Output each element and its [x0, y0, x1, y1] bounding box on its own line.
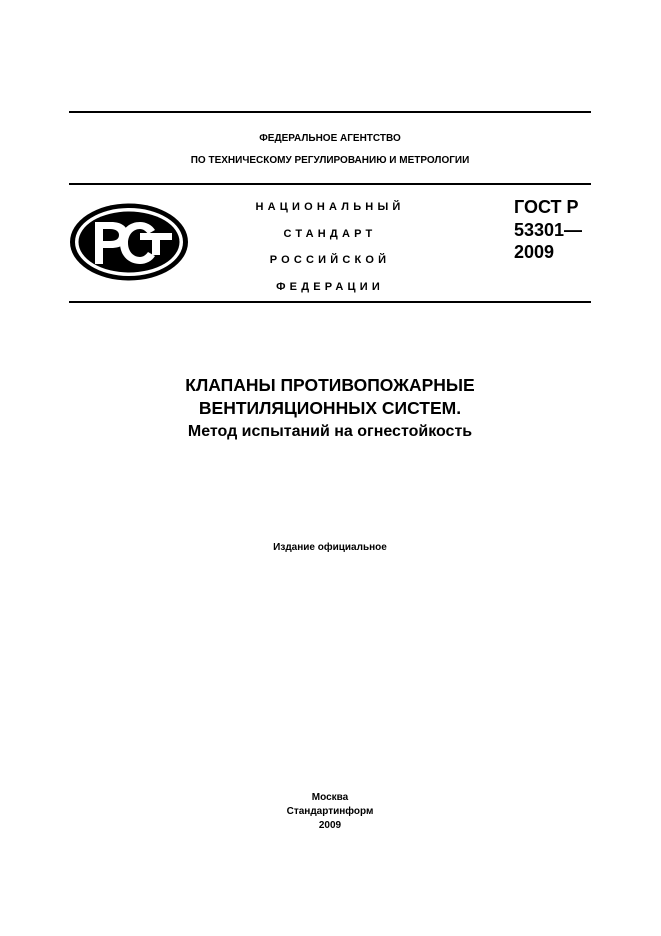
standard-type-block	[220, 194, 440, 300]
imprint-year: 2009	[318, 820, 342, 831]
top-divider	[69, 111, 591, 113]
imprint-publisher: Стандартинформ	[286, 806, 374, 817]
agency-line-2: ПО ТЕХНИЧЕСКОМУ РЕГУЛИРОВАНИЮ И МЕТРОЛОГИИ	[190, 155, 470, 166]
lower-divider	[69, 301, 591, 303]
agency-line-1: ФЕДЕРАЛЬНОЕ АГЕНТСТВО	[259, 133, 401, 144]
designation-line-2: 53301—	[514, 219, 583, 240]
standard-type-line-2: СТАНДАРТ	[283, 227, 377, 240]
document-title	[69, 374, 591, 443]
edition-note: Издание официальное	[273, 542, 387, 553]
publisher-imprint	[69, 791, 591, 833]
imprint-city: Москва	[311, 792, 349, 803]
title-line-3: Метод испытаний на огнестойкость	[187, 423, 473, 440]
designation-line-3: 2009	[514, 242, 555, 262]
agency-header	[69, 128, 591, 172]
standard-designation	[514, 196, 582, 264]
designation-line-1: ГОСТ Р	[514, 197, 579, 217]
standard-type-line-4: ФЕДЕРАЦИИ	[276, 280, 384, 293]
title-line-2: ВЕНТИЛЯЦИОННЫХ СИСТЕМ.	[198, 398, 462, 418]
middle-divider	[69, 183, 591, 185]
gost-r-logo-icon	[68, 202, 190, 282]
standard-type-line-3: РОССИЙСКОЙ	[269, 254, 391, 266]
title-line-1: КЛАПАНЫ ПРОТИВОПОЖАРНЫЕ	[185, 375, 475, 395]
standard-type-line-1: НАЦИОНАЛЬНЫЙ	[255, 201, 405, 213]
